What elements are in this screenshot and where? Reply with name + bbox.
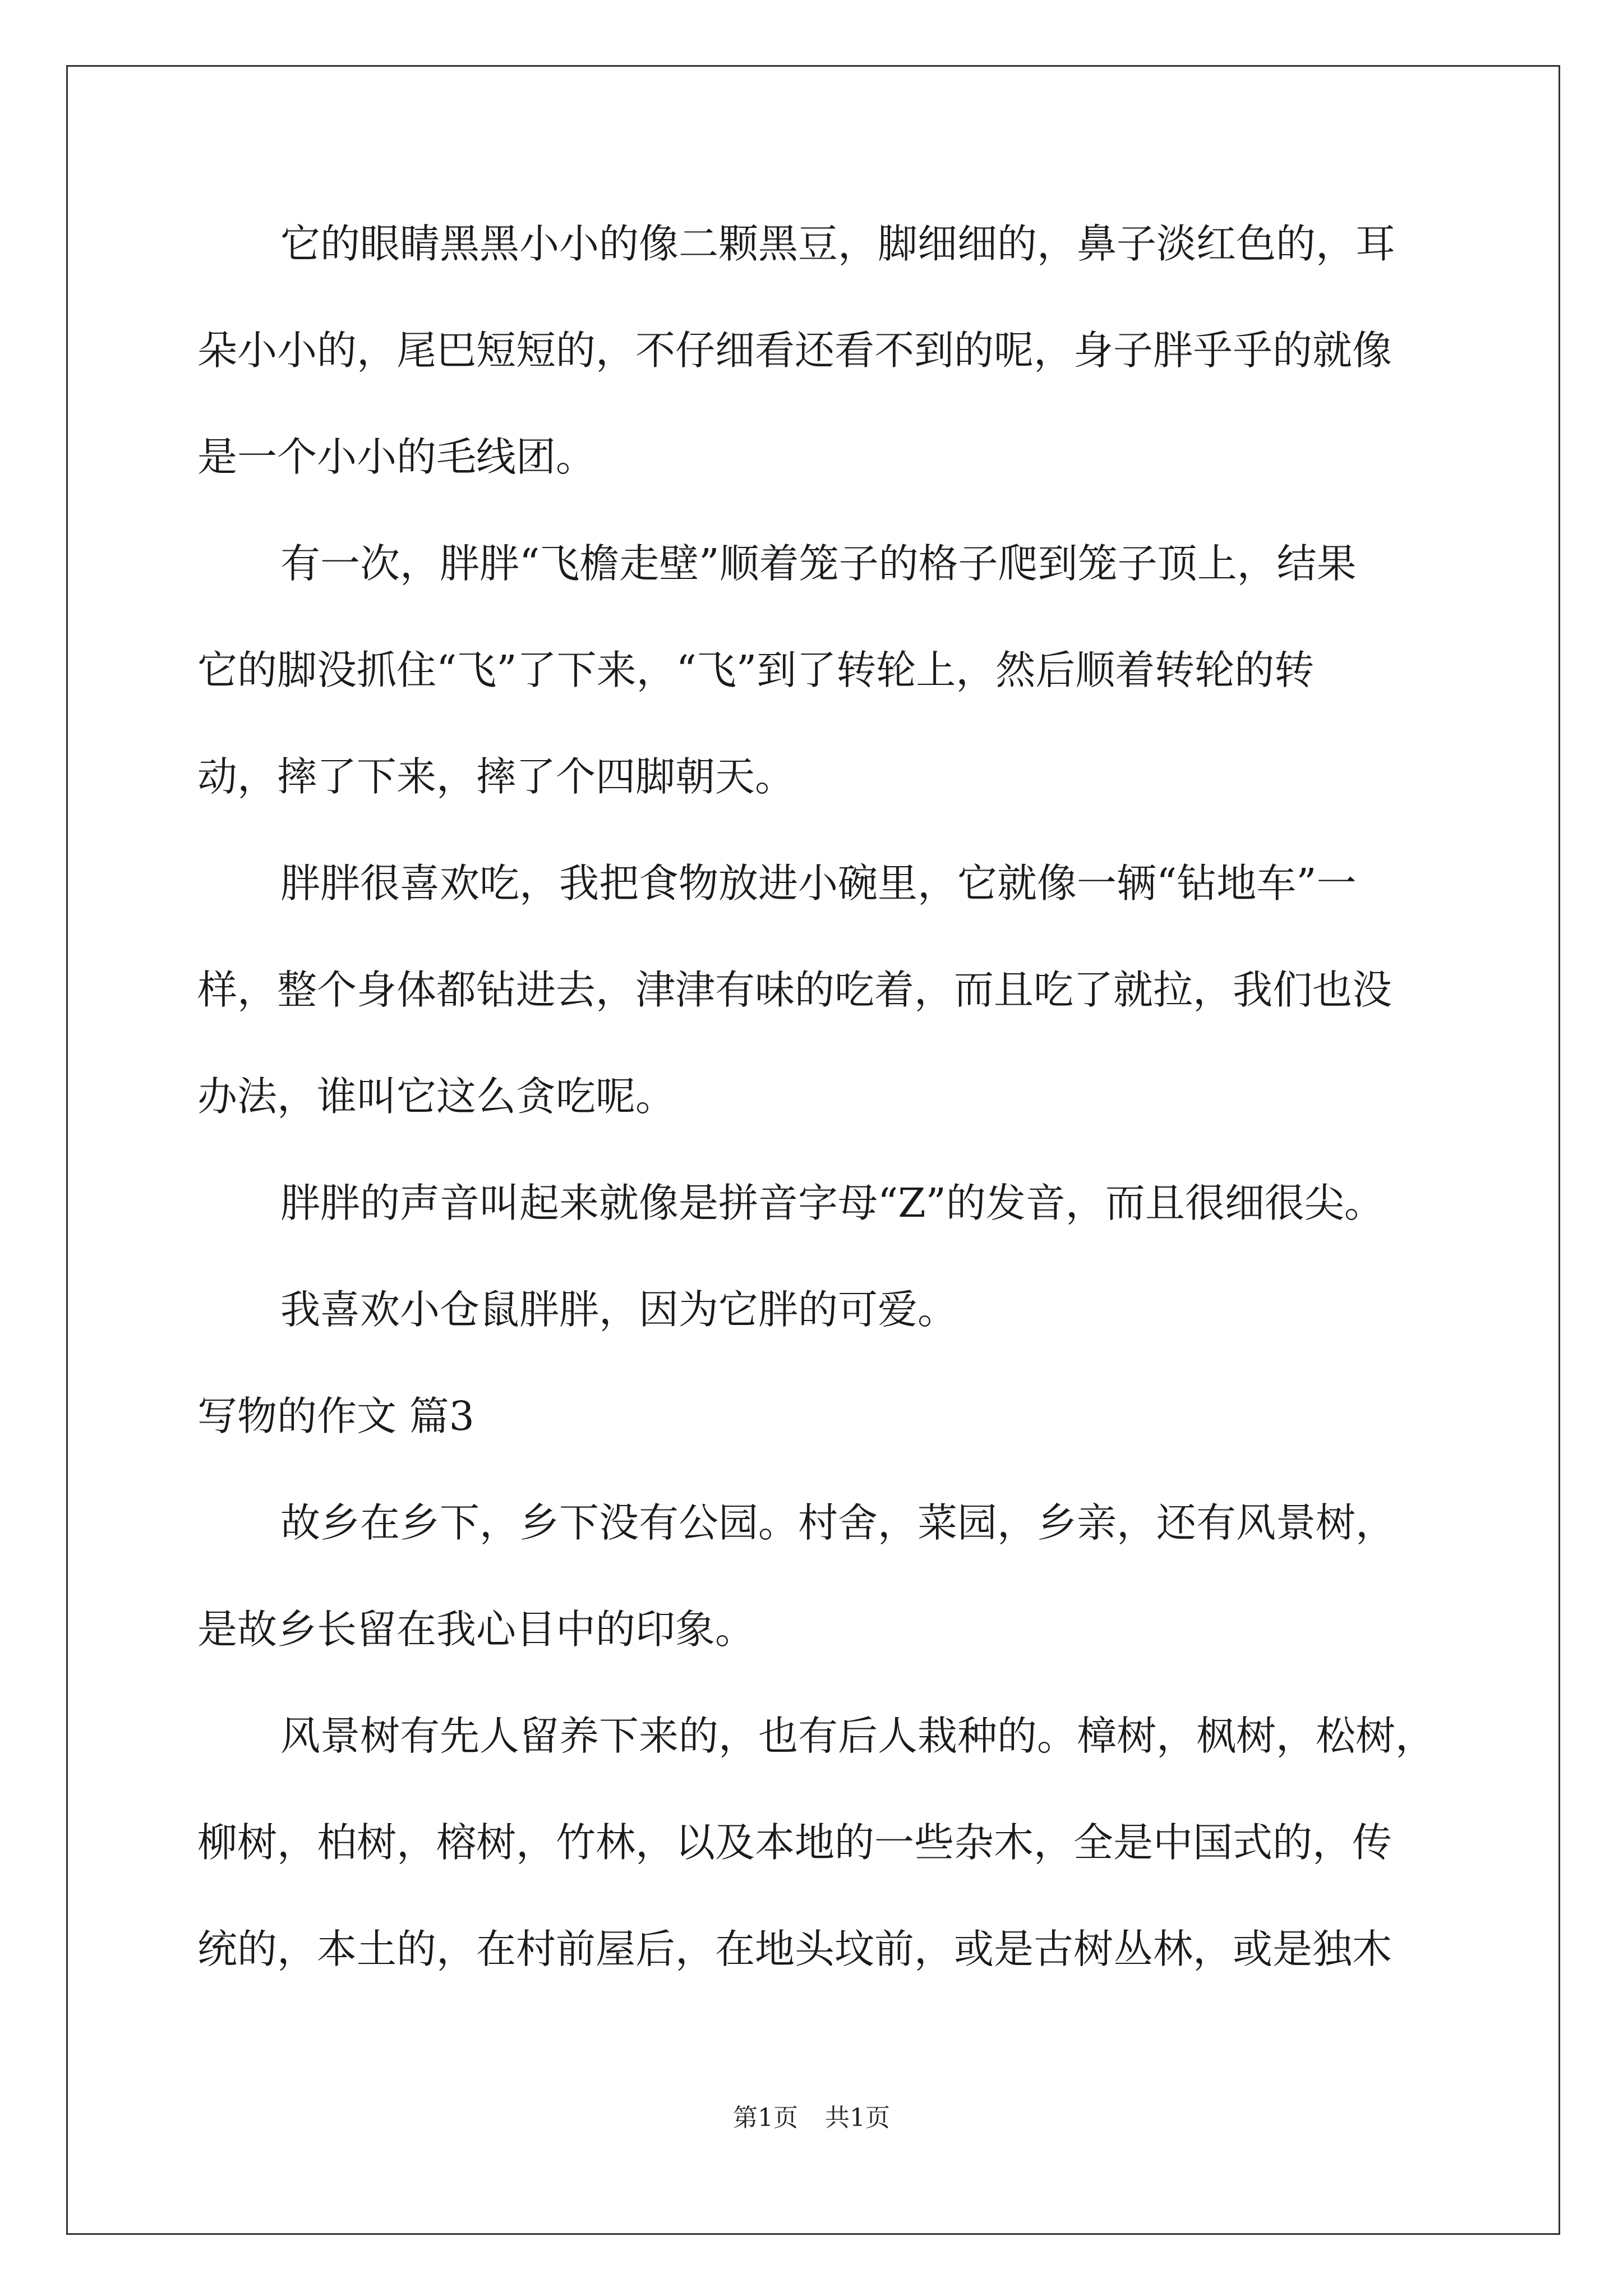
paragraph-line: 办法，谁叫它这么贪吃呢。 xyxy=(197,1073,676,1120)
paragraph-line: 胖胖很喜欢吃，我把食物放进小碗里，它就像一辆“钻地车”一 xyxy=(280,860,1357,907)
paragraph-line: 是一个小小的毛线团。 xyxy=(197,434,596,480)
paragraph-line: 胖胖的声音叫起来就像是拼音字母“Z”的发音，而且很细很尖。 xyxy=(280,1180,1384,1226)
paragraph-line: 故乡在乡下，乡下没有公园。村舍，菜园，乡亲，还有风景树， xyxy=(280,1499,1396,1546)
page-total: 共1页 xyxy=(825,2104,890,2132)
paragraph-line: 风景树有先人留养下来的，也有后人栽种的。樟树，枫树，松树， xyxy=(280,1713,1436,1759)
paragraph-line: 是故乡长留在我心目中的印象。 xyxy=(197,1606,755,1653)
section-heading: 写物的作文 篇3 xyxy=(197,1393,474,1439)
paragraph-line: 它的脚没抓住“飞”了下来，“飞”到了转轮上，然后顺着转轮的转 xyxy=(197,647,1315,693)
paragraph-line: 朵小小的，尾巴短短的，不仔细看还看不到的呢，身子胖乎乎的就像 xyxy=(197,327,1393,374)
paragraph-line: 动，摔了下来，摔了个四脚朝天。 xyxy=(197,753,795,800)
paragraph-line: 统的，本土的，在村前屋后，在地头坟前，或是古树丛林，或是独木 xyxy=(197,1926,1393,1972)
paragraph-line: 样，整个身体都钻进去，津津有味的吃着，而且吃了就拉，我们也没 xyxy=(197,967,1393,1013)
paragraph-line: 它的眼睛黑黑小小的像二颗黑豆，脚细细的，鼻子淡红色的，耳 xyxy=(280,220,1396,267)
paragraph-line: 柳树，柏树，榕树，竹林，以及本地的一些杂木，全是中国式的，传 xyxy=(197,1819,1393,1866)
page-footer xyxy=(0,2102,1623,2134)
paragraph-line: 有一次，胖胖“飞檐走壁”顺着笼子的格子爬到笼子顶上，结果 xyxy=(280,540,1357,587)
page-number: 第1页 xyxy=(733,2104,798,2132)
page-border xyxy=(66,65,1560,2235)
paragraph-line: 我喜欢小仓鼠胖胖，因为它胖的可爱。 xyxy=(280,1286,958,1333)
